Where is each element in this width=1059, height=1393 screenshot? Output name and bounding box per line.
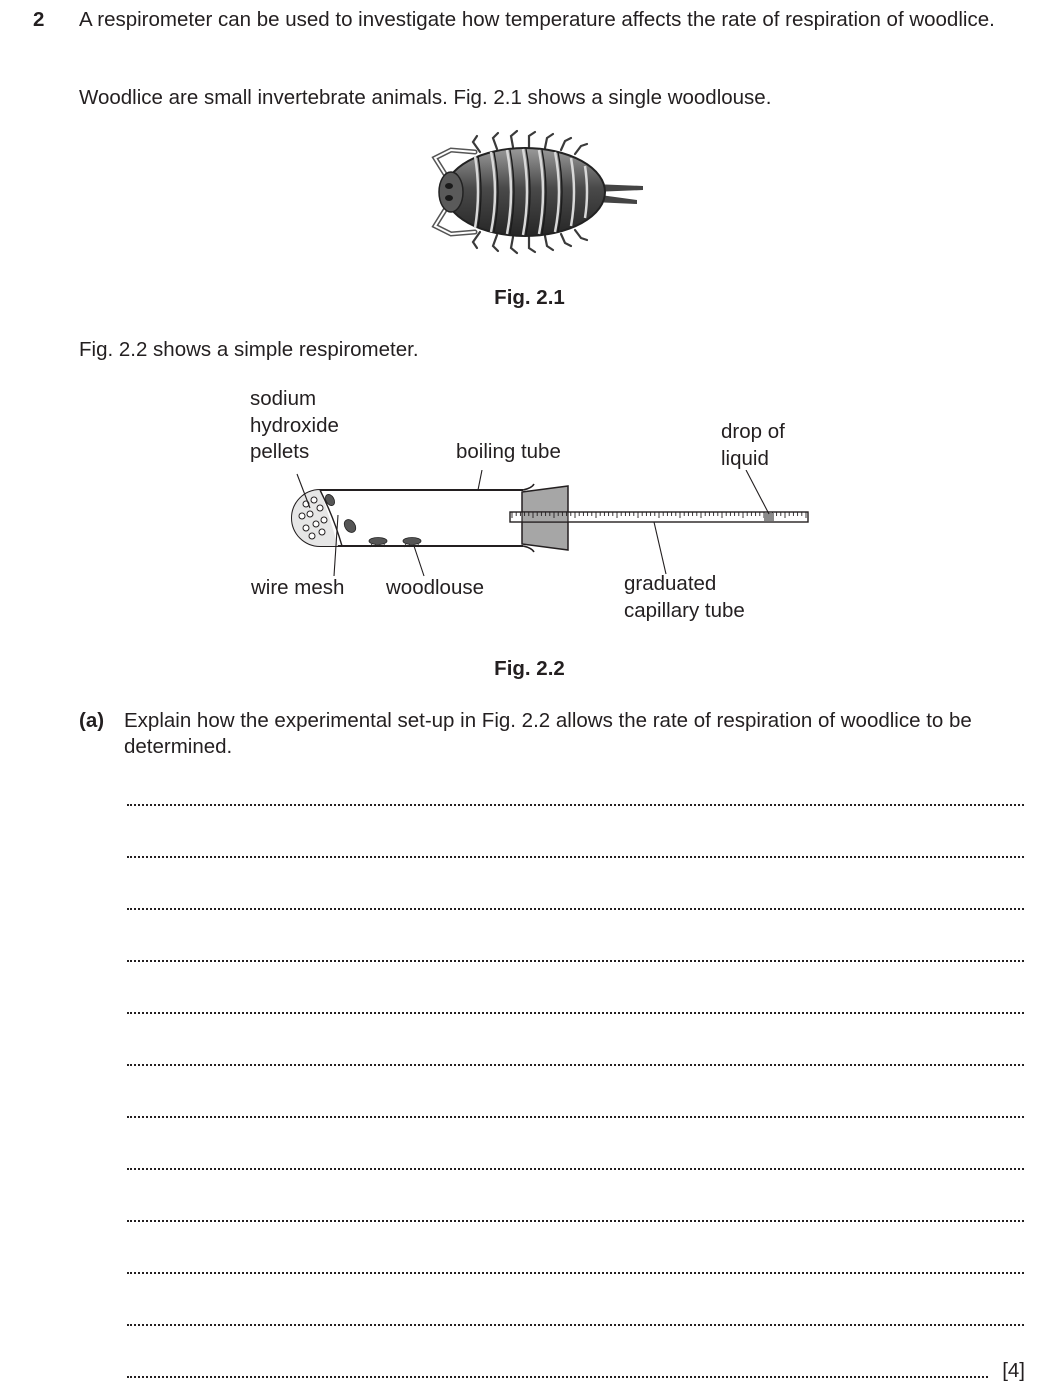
label-wire-mesh: wire mesh (251, 576, 345, 599)
answer-line[interactable] (127, 1064, 1024, 1066)
woodlice-text: Woodlice are small invertebrate animals. Fig. 2.1 shows a single woodlouse. (79, 86, 772, 109)
part-a-label: (a) (79, 709, 105, 732)
answer-line[interactable] (127, 1220, 1024, 1222)
answer-line[interactable] (127, 1168, 1024, 1170)
answer-line[interactable] (127, 1012, 1024, 1014)
fig-2-2-caption: Fig. 2.2 (494, 657, 565, 680)
answer-line[interactable] (127, 856, 1024, 858)
question-intro: A respirometer can be used to investigate how temperature affects the rate of respiration of woodlice. (79, 8, 995, 31)
answer-line[interactable] (127, 1272, 1024, 1274)
fig-2-1-caption: Fig. 2.1 (494, 286, 565, 309)
label-woodlouse: woodlouse (386, 576, 485, 599)
part-a-question: Explain how the experimental set-up in Fig. 2.2 allows the rate of respiration of woodlice to be determined. (124, 709, 972, 758)
label-boiling-tube: boiling tube (456, 440, 561, 463)
woodlouse-illustration (405, 128, 655, 258)
label-sodium-hydroxide-pellets: sodium hydroxide pellets (250, 387, 339, 463)
answer-line[interactable] (127, 960, 1024, 962)
answer-line[interactable] (127, 1376, 988, 1378)
answer-line[interactable] (127, 804, 1024, 806)
label-graduated-capillary-tube: graduated capillary tube (624, 572, 745, 622)
respirometer-text: Fig. 2.2 shows a simple respirometer. (79, 338, 419, 361)
answer-line[interactable] (127, 908, 1024, 910)
answer-line[interactable] (127, 1116, 1024, 1118)
answer-line[interactable] (127, 1324, 1024, 1326)
label-drop-of-liquid: drop of liquid (721, 420, 785, 470)
respirometer-diagram (280, 470, 820, 580)
marks-indicator: [4] (1002, 1359, 1025, 1382)
question-number: 2 (33, 8, 45, 31)
